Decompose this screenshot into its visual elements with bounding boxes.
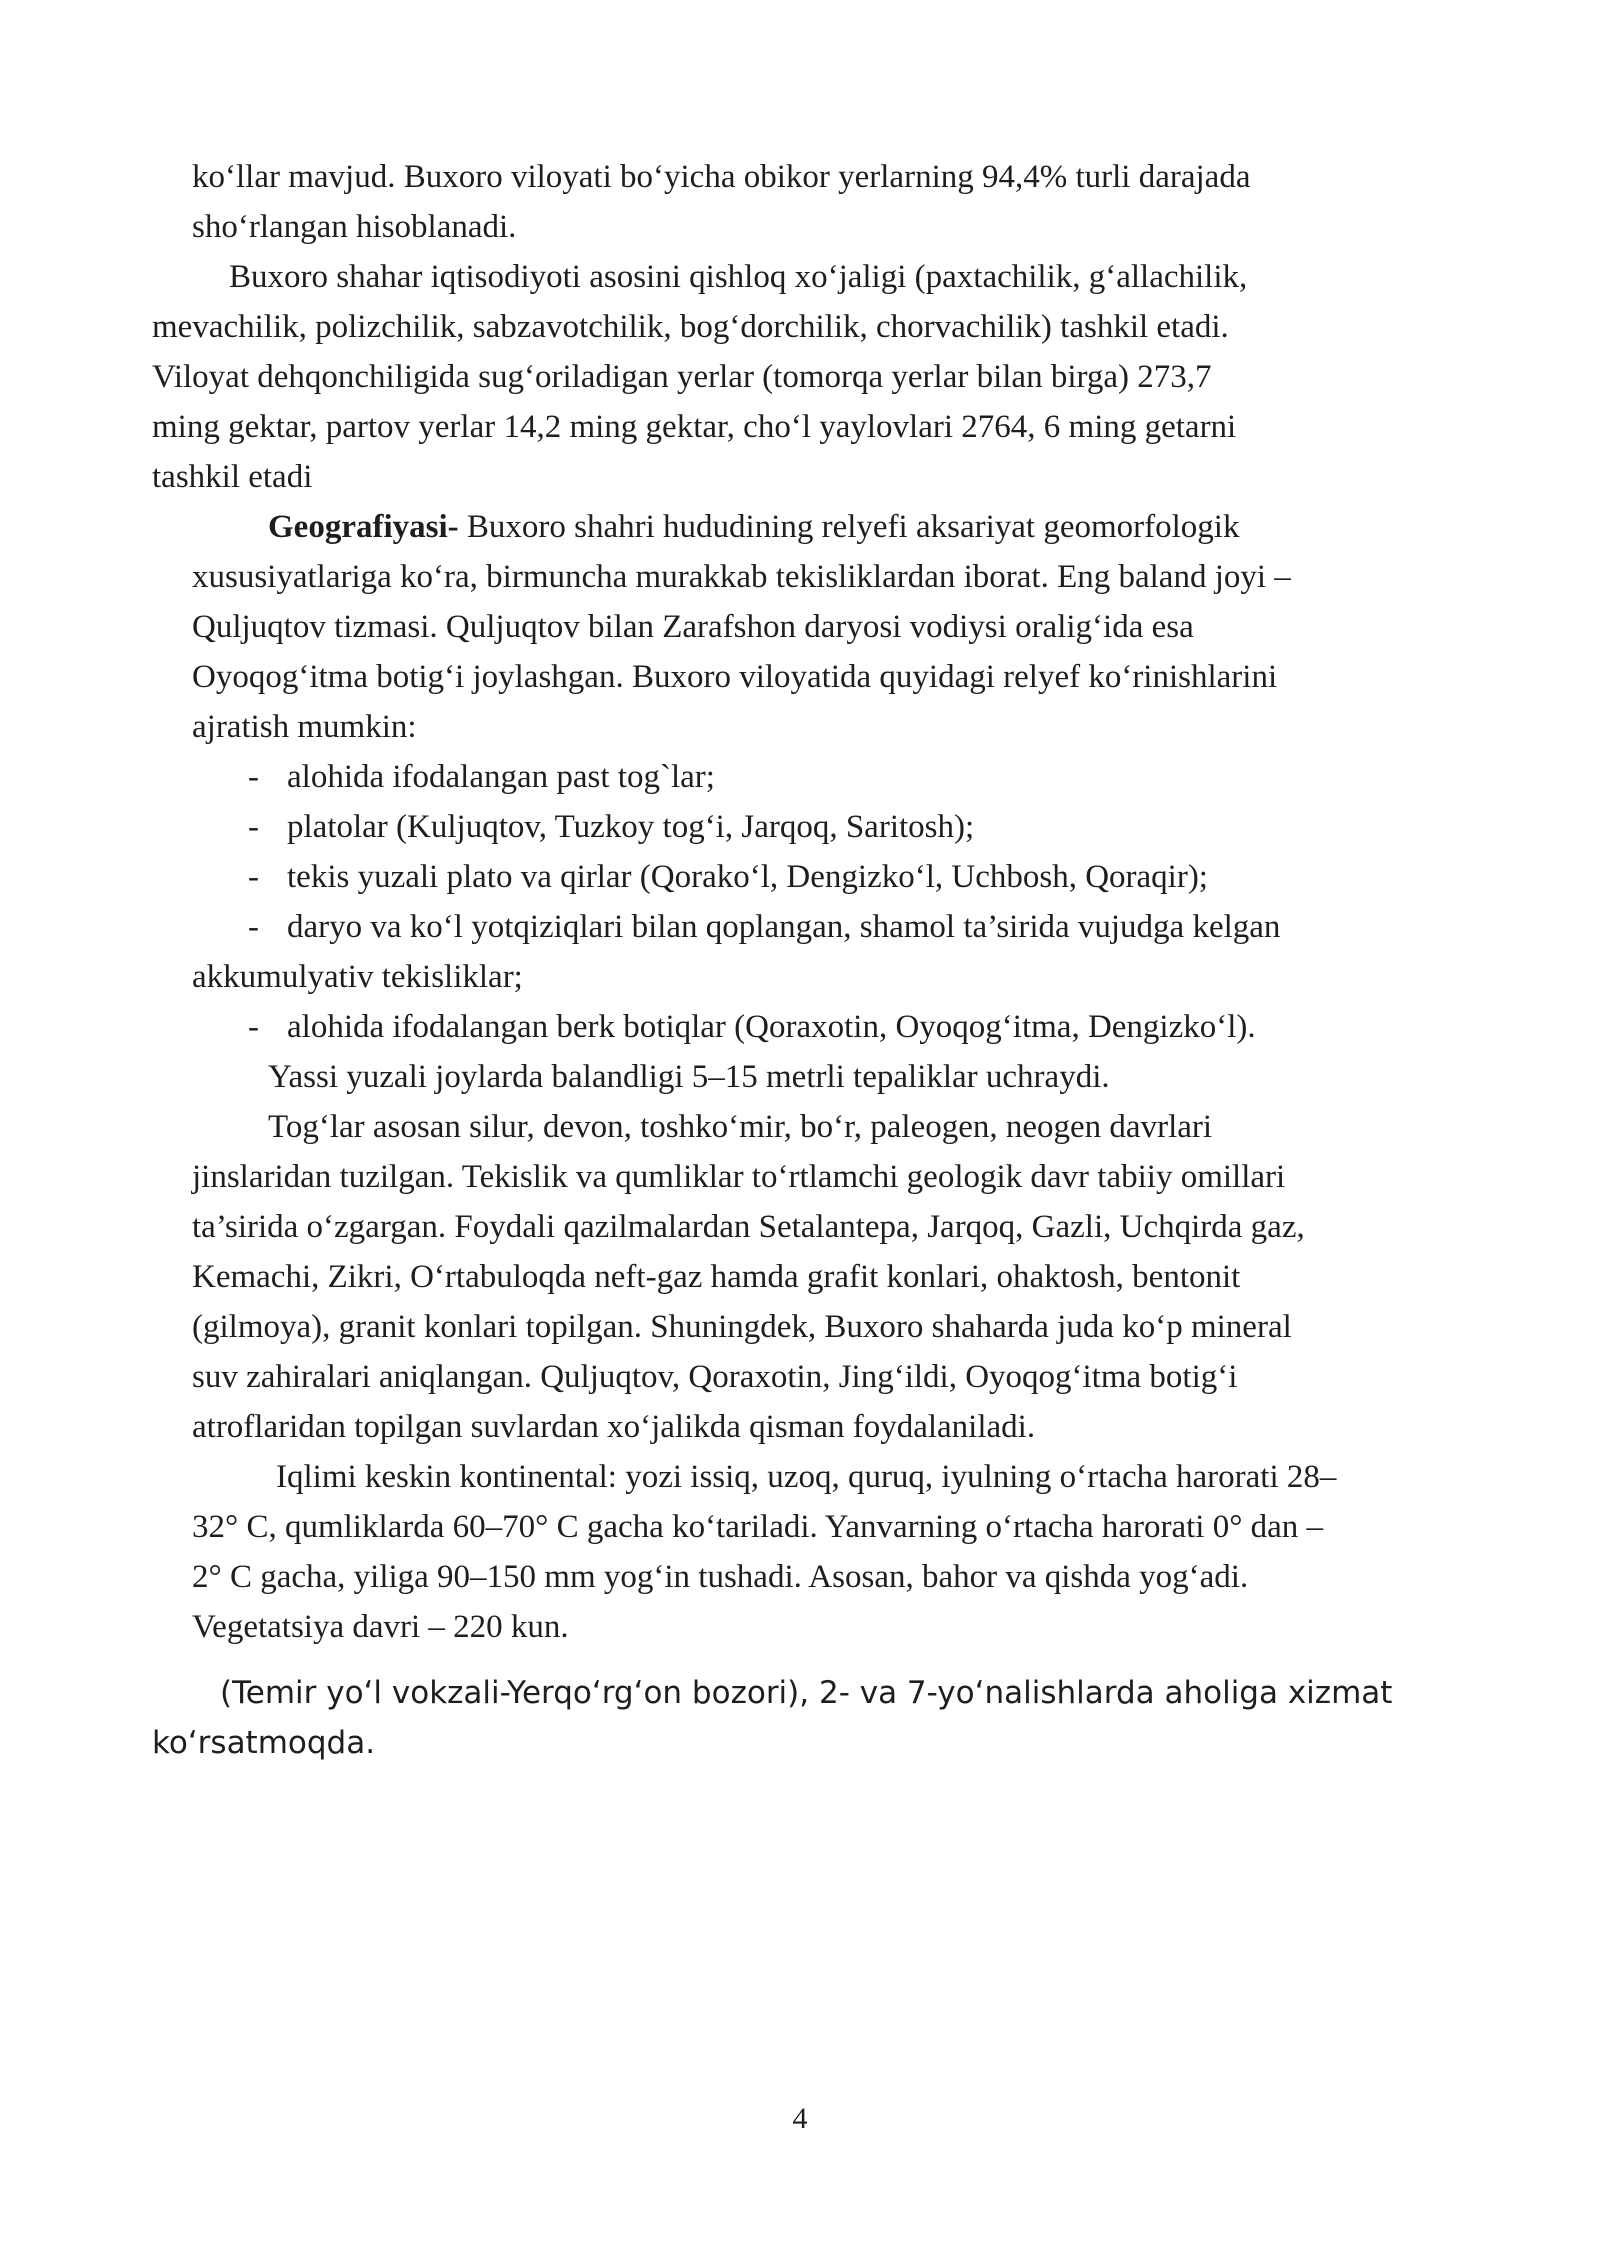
paragraph-line: jinslaridan tuzilgan. Tekislik va qumliklar to‘rtlamchi geologik davr tabiiy omillari <box>192 1159 1286 1195</box>
list-item: platolar (Kuljuqtov, Tuzkoy tog‘i, Jarqoq, Saritosh); <box>287 809 975 845</box>
paragraph-line: mevachilik, polizchilik, sabzavotchilik, bog‘dorchilik, chorvachilik) tashkil etadi. <box>152 309 1229 345</box>
paragraph-line: atroflaridan topilgan suvlardan xo‘jalikda qisman foydalaniladi. <box>192 1409 1036 1445</box>
paragraph-line: xususiyatlariga ko‘ra, birmuncha murakkab tekisliklardan iborat. Eng baland joyi – <box>192 559 1291 595</box>
list-dash: - <box>248 1009 259 1045</box>
paragraph-line: Tog‘lar asosan silur, devon, toshko‘mir, bo‘r, paleogen, neogen davrlari <box>268 1109 1213 1145</box>
page-number: 4 <box>792 2102 808 2135</box>
paragraph-line: (Temir yo‘l vokzali-Yerqo‘rg‘on bozori), 2- va 7-yo‘nalishlarda aholiga xizmat <box>220 1675 1393 1711</box>
paragraph-line: suv zahiralari aniqlangan. Quljuqtov, Qoraxotin, Jing‘ildi, Oyoqog‘itma botig‘i <box>192 1359 1238 1395</box>
list-item: alohida ifodalangan past tog`lar; <box>287 759 715 795</box>
paragraph-line: ajratish mumkin: <box>192 709 417 745</box>
heading-line-text: Buxoro shahri hududining relyefi aksariyat geomorfologik <box>458 509 1240 545</box>
paragraph-line: sho‘rlangan hisoblanadi. <box>192 209 517 245</box>
list-dash: - <box>248 809 259 845</box>
list-dash: - <box>248 859 259 895</box>
paragraph-line: ko‘llar mavjud. Buxoro viloyati bo‘yicha obikor yerlarning 94,4% turli darajada <box>192 159 1251 195</box>
paragraph-line: Oyoqog‘itma botig‘i joylashgan. Buxoro viloyatida quyidagi relyef ko‘rinishlarini <box>192 659 1278 695</box>
paragraph-line: 2° C gacha, yiliga 90–150 mm yog‘in tushadi. Asosan, bahor va qishda yog‘adi. <box>192 1559 1249 1595</box>
paragraph-line: Yassi yuzali joylarda balandligi 5–15 metrli tepaliklar uchraydi. <box>268 1059 1110 1095</box>
paragraph-line: ming gektar, partov yerlar 14,2 ming gektar, cho‘l yaylovlari 2764, 6 ming getarni <box>152 409 1237 445</box>
list-dash: - <box>248 909 259 945</box>
paragraph-line: tashkil etadi <box>152 459 313 495</box>
paragraph-line: ta’sirida o‘zgargan. Foydali qazilmalardan Setalantepa, Jarqoq, Gazli, Uchqirda gaz, <box>192 1209 1305 1245</box>
list-item: daryo va ko‘l yotqiziqlari bilan qoplangan, shamol ta’sirida vujudga kelgan <box>287 909 1281 945</box>
paragraph-line <box>268 502 1239 552</box>
paragraph-line: ko‘rsatmoqda. <box>152 1725 376 1761</box>
list-item: tekis yuzali plato va qirlar (Qorako‘l, Dengizko‘l, Uchbosh, Qoraqir); <box>287 859 1208 895</box>
list-dash: - <box>248 759 259 795</box>
paragraph-line: Kemachi, Zikri, O‘rtabuloqda neft-gaz hamda grafit konlari, ohaktosh, bentonit <box>192 1259 1241 1295</box>
paragraph-line: Iqlimi keskin kontinental: yozi issiq, uzoq, quruq, iyulning o‘rtacha harorati 28– <box>276 1459 1337 1495</box>
paragraph-line: Quljuqtov tizmasi. Quljuqtov bilan Zarafshon daryosi vodiysi oralig‘ida esa <box>192 609 1194 645</box>
list-item: alohida ifodalangan berk botiqlar (Qoraxotin, Oyoqog‘itma, Dengizko‘l). <box>287 1009 1256 1045</box>
paragraph-line: Vegetatsiya davri – 220 kun. <box>192 1609 569 1645</box>
paragraph-line: 32° C, qumliklarda 60–70° C gacha ko‘tariladi. Yanvarning o‘rtacha harorati 0° dan – <box>192 1509 1324 1545</box>
paragraph-line: (gilmoya), granit konlari topilgan. Shuningdek, Buxoro shaharda juda ko‘p mineral <box>192 1309 1292 1345</box>
section-heading: Geografiyasi- <box>268 509 459 545</box>
paragraph-line: Buxoro shahar iqtisodiyoti asosini qishloq xo‘jaligi (paxtachilik, g‘allachilik, <box>229 259 1248 295</box>
list-item-continuation: akkumulyativ tekisliklar; <box>192 959 523 995</box>
paragraph-line: Viloyat dehqonchiligida sug‘oriladigan yerlar (tomorqa yerlar bilan birga) 273,7 <box>152 359 1212 395</box>
